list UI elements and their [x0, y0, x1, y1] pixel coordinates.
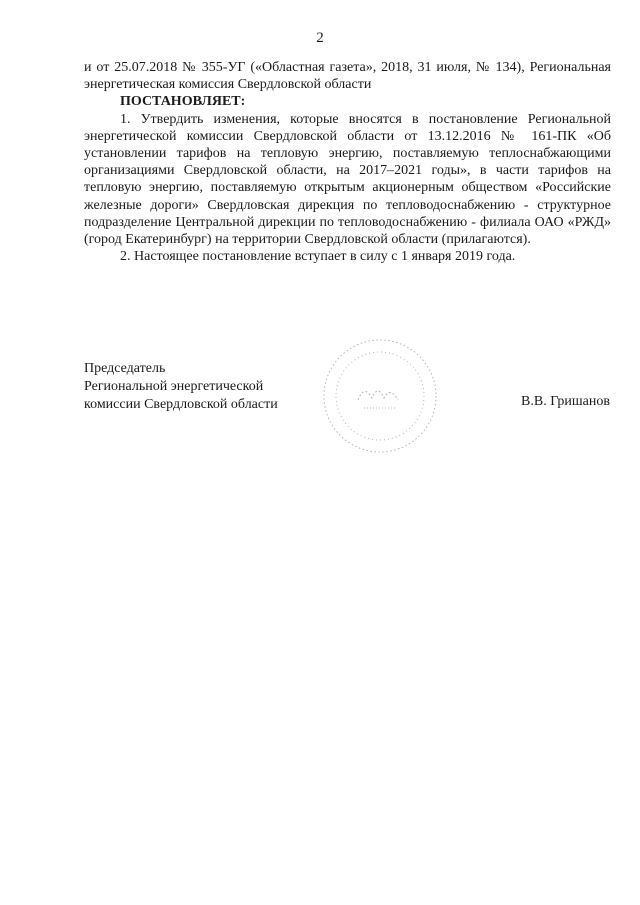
signature-position [84, 360, 278, 414]
clause-2-paragraph: 2. Настоящее постановление вступает в силу с 1 января 2019 года. [120, 249, 516, 265]
document-body [84, 59, 611, 265]
signer-name: В.В. Гришанов [521, 394, 610, 409]
page-number: 2 [316, 30, 324, 46]
intro-paragraph: и от 25.07.2018 № 355-УГ («Областная газета», 2018, 31 июля, № 134), Региональная энергетическая комиссия Свердловской области [84, 60, 611, 93]
faded-seal-stamp [318, 334, 442, 458]
resolves-keyword: ПОСТАНОВЛЯЕТ: [120, 94, 246, 110]
clause-1-paragraph: 1. Утвердить изменения, которые вносятся в постановление Региональной энергетической комиссии Свердловской области от 13.12.2016 № 161-ПК «Об установлении тарифов на тепловую энергию, поставляемую теплоснабжающими организациями Свердловской области, на 2017–2021 годы», в части тарифов на тепловую энергию, поставляемую открытым акционерным обществом «Российские железные дороги» Свердловская дирекция по тепловодоснабжению - структурное подразделение Центральной дирекции по тепловодоснабжению - филиала ОАО «РЖД» (город Екатеринбург) на территории Свердловской области (прилагаются). [84, 111, 611, 248]
signature-position-line: Председатель [84, 361, 166, 376]
signature-position-line: комиссии Свердловской области [84, 397, 278, 412]
signature-position-line: Региональной энергетической [84, 379, 264, 394]
